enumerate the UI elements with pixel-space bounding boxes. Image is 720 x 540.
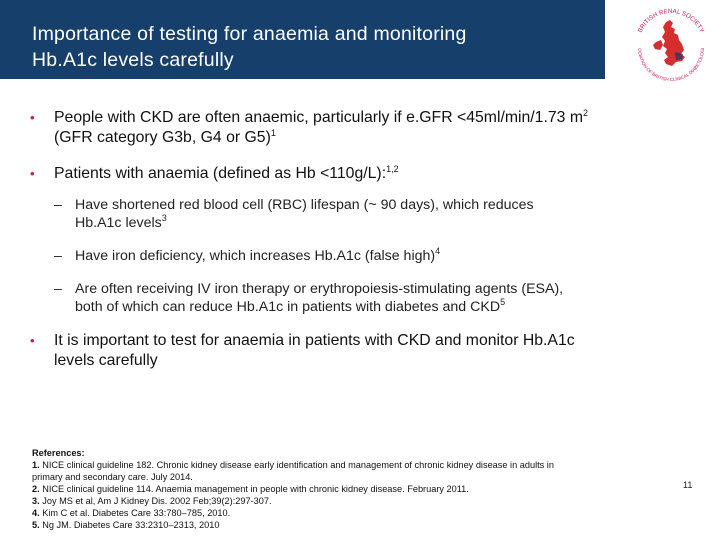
reference-item [32, 519, 672, 531]
sub-bullet-iv-iron-esa [30, 280, 690, 316]
bullet-marker: • [30, 166, 35, 181]
bullet-text: It is important to test for anaemia in patients with CKD and monitor Hb.A1c [54, 332, 575, 349]
reference-text: NICE clinical guideline 182. Chronic kidney disease early identification and management of chronic kidney disease in adults in [42, 460, 554, 470]
reference-text: Joy MS et al, Am J Kidney Dis. 2002 Feb;39(2):297-307. [42, 496, 272, 506]
reference-text: Ng JM. Diabetes Care 33:2310–2313, 2010 [42, 520, 220, 530]
bullet-text: People with CKD are often anaemic, particularly if e.GFR <45ml/min/1.73 m [54, 109, 583, 126]
citation-sup: 1 [270, 128, 276, 138]
bullet-text-cont: levels carefully [54, 352, 158, 369]
citation-sup: 4 [435, 246, 441, 256]
reference-item [32, 495, 672, 507]
reference-number: 3. [32, 496, 40, 506]
slide-title-bar [0, 0, 605, 79]
citation-sup: 3 [161, 213, 167, 223]
references-heading: References: [32, 448, 85, 458]
dash-marker: – [54, 248, 62, 264]
page-number: 11 [683, 480, 693, 490]
sub-bullet-text-cont: Hb.A1c levels [75, 215, 162, 231]
sub-bullet-text: Have iron deficiency, which increases Hb.A1c (false high) [75, 248, 436, 264]
reference-number: 1. [32, 460, 40, 470]
reference-item [32, 507, 672, 519]
reference-text-cont: primary and secondary care. July 2014. [32, 472, 193, 482]
bullet-marker: • [30, 333, 35, 348]
reference-number: 5. [32, 520, 40, 530]
dash-marker: – [54, 281, 62, 297]
reference-number: 4. [32, 508, 40, 518]
dash-marker: – [54, 197, 62, 213]
reference-text: Kim C et al. Diabetes Care 33:780–785, 2010. [42, 508, 231, 518]
sub-bullet-list [30, 196, 690, 316]
reference-item [32, 483, 672, 495]
sub-bullet-text: Have shortened red blood cell (RBC) lifespan (~ 90 days), which reduces [75, 197, 534, 213]
references-block [32, 447, 672, 531]
bullet-patients-with-anaemia [30, 164, 690, 184]
citation-sup: 5 [500, 297, 506, 307]
citation-sup: 1,2 [386, 164, 399, 174]
slide-title-line-1: Importance of testing for anaemia and monitoring [32, 23, 467, 45]
sub-bullet-iron-deficiency [30, 247, 690, 265]
bullet-marker: • [30, 110, 35, 125]
reference-item [32, 459, 672, 483]
bullet-text: Patients with anaemia (defined as Hb <110g/L): [54, 165, 387, 182]
slide-title-line-2: Hb.A1c levels carefully [32, 49, 234, 71]
reference-number: 2. [32, 484, 40, 494]
bullet-test-and-monitor [30, 331, 690, 371]
citation-sup: 2 [582, 108, 588, 118]
bullet-text-cont: (GFR category G3b, G4 or G5) [54, 129, 271, 146]
sub-bullet-text-cont: both of which can reduce Hb.A1c in patients with diabetes and CKD [75, 299, 501, 315]
sub-bullet-rbc-lifespan [30, 196, 690, 232]
sub-bullet-text: Are often receiving IV iron therapy or erythropoiesis-stimulating agents (ESA), [75, 281, 564, 297]
slide-body [30, 108, 690, 387]
bullet-ckd-anaemic [30, 108, 690, 148]
logo-text-bottom: OCIATION OF BRITISH CLINICAL DIABETOLOGI [636, 47, 706, 83]
logo-text-top: BRITISH RENAL SOCIETY [636, 7, 706, 34]
society-logo-icon [630, 4, 712, 86]
reference-text: NICE clinical guideline 114. Anaemia management in people with chronic kidney disease. February 2011. [42, 484, 469, 494]
